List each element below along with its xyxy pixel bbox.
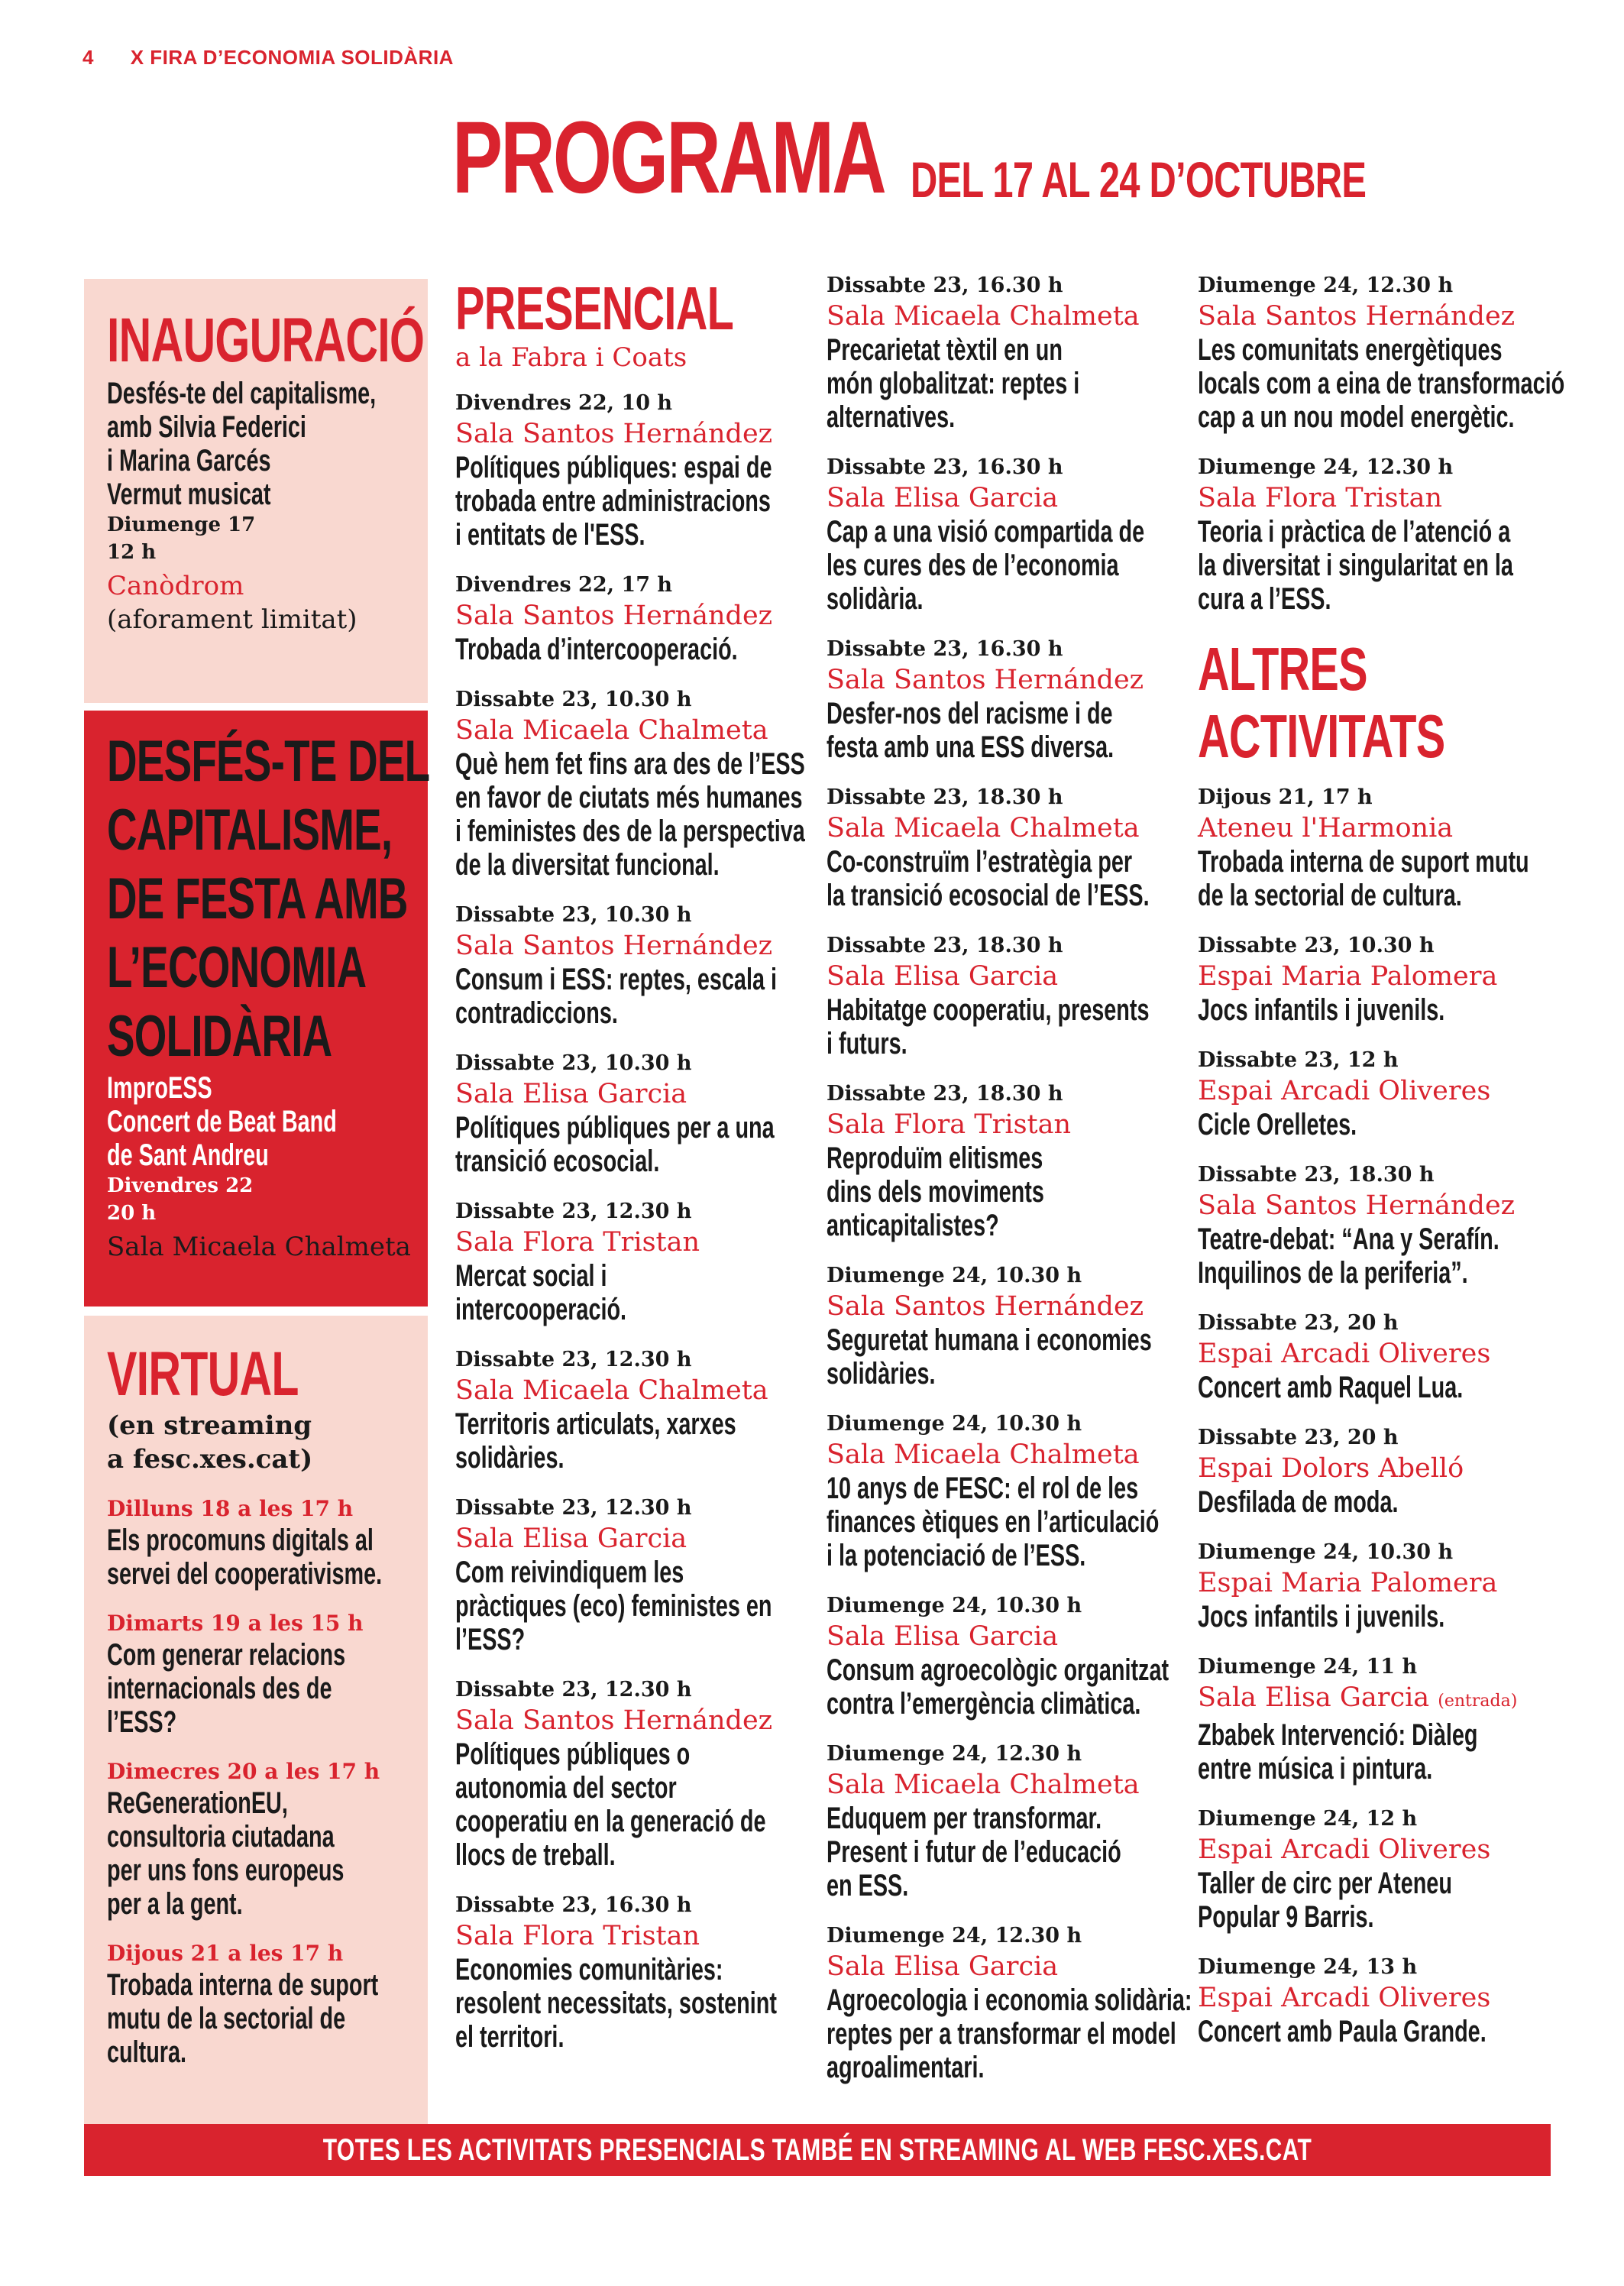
event-item	[1198, 932, 1557, 1027]
title-main: PROGRAMA	[452, 101, 885, 215]
event-item	[455, 1676, 814, 1872]
event-title-line: i feministes des de la perspectiva	[455, 814, 805, 848]
event-place-name: Sala Elisa Garcia	[1198, 1682, 1430, 1713]
event-place	[827, 300, 1186, 333]
event-title-line: solidària.	[827, 582, 924, 616]
event-place	[1198, 960, 1557, 993]
event-title-line: Desfilada de moda.	[1198, 1485, 1399, 1519]
event-title-line: solidàries.	[455, 1441, 565, 1475]
event-date: Dissabte 23, 20 h	[1198, 1426, 1399, 1449]
event-title-line: i entitats de l'ESS.	[455, 518, 645, 552]
desfes-title-line: DE FESTA AMB	[107, 866, 408, 931]
presencial-column-2	[827, 272, 1192, 2104]
event-title-line: cooperatiu en la generació de	[455, 1805, 766, 1838]
desfes-day: Divendres 22	[107, 1174, 254, 1197]
event-title-line: Què hem fet fins ara des de l’ESS	[455, 747, 805, 781]
event-place-name: Sala Elisa Garcia	[455, 1523, 687, 1554]
event-place	[455, 929, 814, 963]
inauguracio-hour: 12 h	[107, 541, 157, 564]
event-title-line: entre música i pintura.	[1198, 1752, 1433, 1786]
event-date: Dissabte 23, 12.30 h	[455, 1200, 692, 1223]
event-title-line: Habitatge cooperatiu, presents	[827, 993, 1150, 1027]
event-place	[1198, 1337, 1557, 1371]
title-dates: DEL 17 AL 24 D’OCTUBRE	[911, 151, 1367, 208]
inauguracio-line: i Marina Garcés	[107, 444, 271, 478]
event-place	[455, 1522, 814, 1556]
event-place-name: Sala Elisa Garcia	[827, 1621, 1059, 1652]
desfes-title-line: CAPITALISME,	[107, 798, 393, 863]
event-place-name: Sala Santos Hernández	[455, 419, 773, 449]
event-place-name: Sala Santos Hernández	[455, 931, 773, 961]
event-item	[827, 1410, 1186, 1572]
event-place	[1198, 1566, 1557, 1600]
event-place-note: (entrada)	[1438, 1692, 1518, 1711]
event-item	[827, 932, 1186, 1060]
event-title-line: Jocs infantils i juvenils.	[1198, 1600, 1445, 1634]
event-place	[1198, 1074, 1557, 1108]
event-place-name: Sala Flora Tristan	[1198, 483, 1443, 513]
event-place-name: Sala Micaela Chalmeta	[455, 715, 768, 746]
presencial-title: PRESENCIAL	[455, 274, 734, 342]
event-place-name: Sala Micaela Chalmeta	[827, 1770, 1140, 1800]
event-place	[1198, 1833, 1557, 1867]
event-date: Diumenge 24, 10.30 h	[827, 1264, 1082, 1287]
event-item	[1198, 1047, 1557, 1141]
event-title-line: Taller de circ per Ateneu	[1198, 1867, 1452, 1900]
virtual-sub: a fesc.xes.cat)	[107, 1444, 313, 1475]
event-title-line: Polítiques públiques o	[455, 1737, 691, 1771]
event-item	[1198, 272, 1565, 434]
event-title-line: contradiccions.	[455, 996, 618, 1030]
virtual-event-date: Dilluns 18 a les 17 h	[107, 1496, 354, 1521]
event-date: Diumenge 24, 10.30 h	[827, 1594, 1082, 1617]
event-place	[1198, 1452, 1557, 1485]
event-date: Dissabte 23, 12 h	[1198, 1048, 1399, 1072]
event-place	[455, 714, 814, 747]
event-title-line: Concert amb Raquel Lua.	[1198, 1371, 1464, 1404]
desfes-hour: 20 h	[107, 1202, 157, 1225]
event-date: Dissabte 23, 10.30 h	[455, 688, 692, 711]
event-title-line: Polítiques públiques per a una	[455, 1111, 775, 1145]
virtual-title: VIRTUAL	[107, 1339, 299, 1409]
virtual-event-line: Els procomuns digitals al	[107, 1523, 374, 1557]
event-date: Dissabte 23, 10.30 h	[1198, 934, 1435, 957]
event-title-line: trobada entre administracions	[455, 484, 771, 518]
event-title-line: en favor de ciutats més humanes	[455, 781, 803, 814]
desfes-line: Concert de Beat Band	[107, 1105, 337, 1138]
event-title-line: de la diversitat funcional.	[455, 848, 720, 882]
event-place	[455, 1226, 814, 1259]
event-place-name: Sala Elisa Garcia	[827, 483, 1059, 513]
event-place	[1198, 481, 1557, 515]
event-date: Dissabte 23, 10.30 h	[455, 903, 692, 927]
desfes-title-line: DESFÉS-TE DEL	[107, 729, 430, 794]
event-title-line: cura a l’ESS.	[1198, 582, 1331, 616]
event-item	[1198, 1954, 1557, 2048]
event-title-line: les cures des de l’economia	[827, 549, 1119, 582]
event-place	[827, 663, 1186, 697]
inauguracio-title: INAUGURACIÓ	[107, 306, 425, 375]
event-title-line: llocs de treball.	[455, 1838, 616, 1872]
inauguracio-line: Desfés-te del capitalisme,	[107, 377, 377, 410]
event-place	[827, 1768, 1186, 1802]
event-date: Dissabte 23, 16.30 h	[827, 637, 1063, 661]
event-item	[1198, 1161, 1557, 1290]
event-date: Dissabte 23, 12.30 h	[455, 1678, 692, 1702]
event-title-line: Trobada d’intercooperació.	[455, 633, 738, 666]
event-place-name: Sala Flora Tristan	[455, 1921, 700, 1951]
event-date: Dijous 21, 17 h	[1198, 785, 1373, 809]
event-place	[1198, 1681, 1557, 1718]
virtual-event-line: servei del cooperativisme.	[107, 1557, 383, 1591]
desfes-title-line: SOLIDÀRIA	[107, 1004, 332, 1069]
event-item	[1198, 1805, 1557, 1934]
event-item	[827, 454, 1186, 616]
event-title-line: contra l’emergència climàtica.	[827, 1687, 1141, 1721]
event-date: Diumenge 24, 11 h	[1198, 1655, 1418, 1679]
presencial-column-3	[1198, 272, 1565, 2068]
virtual-event-date: Dimarts 19 a les 15 h	[107, 1611, 364, 1636]
event-item	[827, 1080, 1186, 1242]
event-place	[1198, 811, 1557, 845]
event-place-name: Espai Arcadi Oliveres	[1198, 1339, 1491, 1369]
event-title-line: Present i futur de l’educació	[827, 1835, 1121, 1869]
event-item	[455, 1050, 814, 1178]
virtual-event-line: per uns fons europeus	[107, 1854, 345, 1887]
event-place-name: Sala Elisa Garcia	[827, 1951, 1059, 1982]
event-title-line: Reproduïm elitismes	[827, 1141, 1043, 1175]
event-place-name: Sala Flora Tristan	[455, 1227, 700, 1258]
event-title-line: Seguretat humana i economies	[827, 1323, 1152, 1357]
event-date: Diumenge 24, 10.30 h	[827, 1412, 1082, 1436]
event-place	[455, 1374, 814, 1407]
event-place-name: Espai Arcadi Oliveres	[1198, 1834, 1491, 1865]
event-title-line: la diversitat i singularitat en la	[1198, 549, 1513, 582]
event-date: Divendres 22, 10 h	[455, 391, 673, 415]
event-title-line: pràctiques (eco) feministes en	[455, 1589, 772, 1623]
event-item	[1198, 1424, 1557, 1519]
event-title-line: festa amb una ESS diversa.	[827, 730, 1114, 764]
event-title-line: transició ecosocial.	[455, 1145, 660, 1178]
desfes-box	[84, 711, 428, 1307]
event-place-name: Espai Maria Palomera	[1198, 1568, 1498, 1598]
event-title-line: Territoris articulats, xarxes	[455, 1407, 736, 1441]
event-title-line: Polítiques públiques: espai de	[455, 451, 772, 484]
event-place	[1198, 300, 1557, 333]
event-title-line: Eduquem per transformar.	[827, 1802, 1102, 1835]
event-item	[827, 1262, 1186, 1391]
virtual-sub: (en streaming	[107, 1410, 312, 1441]
event-date: Dissabte 23, 10.30 h	[455, 1051, 692, 1075]
event-place-name: Sala Flora Tristan	[827, 1109, 1072, 1140]
event-place-name: Sala Elisa Garcia	[455, 1079, 687, 1109]
event-title-line: Consum i ESS: reptes, escala i	[455, 963, 777, 996]
event-item	[1198, 454, 1557, 616]
event-place-name: Sala Santos Hernández	[1198, 301, 1516, 332]
event-title-line: Popular 9 Barris.	[1198, 1900, 1374, 1934]
event-item	[455, 1494, 814, 1656]
event-title-line: alternatives.	[827, 400, 956, 434]
event-place	[455, 1077, 814, 1111]
event-date: Dissabte 23, 16.30 h	[455, 1893, 692, 1917]
event-title-line: i futurs.	[827, 1027, 907, 1060]
virtual-event-line: Trobada interna de suport	[107, 1968, 379, 2002]
event-place	[1198, 1189, 1557, 1222]
event-place-name: Sala Micaela Chalmeta	[827, 813, 1140, 843]
event-item	[1198, 1653, 1557, 1786]
event-title-line: Cap a una visió compartida de	[827, 515, 1145, 549]
event-place	[1198, 1981, 1557, 2015]
event-date: Dissabte 23, 12.30 h	[455, 1496, 692, 1520]
presencial-column-1	[455, 275, 814, 2074]
virtual-event	[107, 1757, 428, 1921]
event-item	[455, 572, 814, 666]
event-title-line: el territori.	[455, 2020, 565, 2054]
event-place-name: Sala Micaela Chalmeta	[827, 1439, 1140, 1470]
page-number: 4	[82, 46, 94, 69]
event-place	[455, 599, 814, 633]
event-title-line: Consum agroecològic organitzat	[827, 1653, 1169, 1687]
presencial-subtitle: a la Fabra i Coats	[455, 342, 687, 373]
event-place	[827, 811, 1186, 845]
event-item	[827, 784, 1186, 912]
page-title	[452, 101, 1367, 215]
event-title-line: Com reivindiquem les	[455, 1556, 684, 1589]
event-date: Dissabte 23, 18.30 h	[827, 1082, 1063, 1106]
page-header	[82, 46, 454, 70]
virtual-event	[107, 1609, 428, 1739]
footer-text: TOTES LES ACTIVITATS PRESENCIALS TAMBÉ EN STREAMING AL WEB FESC.XES.CAT	[322, 2133, 1312, 2167]
event-date: Diumenge 24, 12.30 h	[1198, 455, 1454, 479]
event-title-line: i la potenciació de l’ESS.	[827, 1539, 1086, 1572]
event-title-line: dins dels moviments	[827, 1175, 1044, 1209]
virtual-event-line: consultoria ciutadana	[107, 1820, 335, 1854]
event-title-line: intercooperació.	[455, 1293, 627, 1326]
virtual-event	[107, 1494, 428, 1591]
event-title-line: Teoria i pràctica de l’atenció a	[1198, 515, 1511, 549]
event-place	[827, 1438, 1186, 1472]
event-date: Dissabte 23, 16.30 h	[827, 274, 1063, 297]
altres-title-line: ACTIVITATS	[1198, 702, 1445, 770]
event-item	[827, 636, 1186, 764]
event-place	[455, 1919, 814, 1953]
event-place-name: Sala Elisa Garcia	[827, 961, 1059, 992]
event-title-line: Concert amb Paula Grande.	[1198, 2015, 1487, 2048]
event-place-name: Sala Micaela Chalmeta	[827, 301, 1140, 332]
virtual-event-date: Dijous 21 a les 17 h	[107, 1941, 344, 1966]
event-place	[827, 1108, 1186, 1141]
altres-title-line: ALTRES	[1198, 635, 1367, 703]
desfes-title-line: L’ECONOMIA	[107, 935, 367, 1000]
desfes-line: de Sant Andreu	[107, 1138, 269, 1172]
event-title-line: agroalimentari.	[827, 2051, 985, 2084]
event-item	[1198, 1310, 1557, 1404]
event-title-line: la transició ecosocial de l’ESS.	[827, 879, 1150, 912]
event-item	[455, 1198, 814, 1326]
event-title-line: reptes per a transformar el model	[827, 2017, 1176, 2051]
event-place-name: Sala Santos Hernández	[1198, 1190, 1516, 1221]
event-item	[827, 1740, 1186, 1902]
virtual-event-date: Dimecres 20 a les 17 h	[107, 1759, 380, 1784]
event-item	[827, 272, 1186, 434]
event-item	[827, 1592, 1186, 1721]
virtual-event-line: ReGenerationEU,	[107, 1786, 288, 1820]
desfes-place: Sala Micaela Chalmeta	[107, 1232, 411, 1262]
event-date: Dissabte 23, 18.30 h	[827, 934, 1063, 957]
event-title-line: món globalitzat: reptes i	[827, 367, 1080, 400]
inauguracio-note: (aforament limitat)	[107, 604, 357, 635]
event-title-line: Co-construïm l’estratègia per	[827, 845, 1133, 879]
event-place	[827, 1290, 1186, 1323]
event-item	[455, 390, 814, 552]
event-title-line: Precarietat tèxtil en un	[827, 333, 1063, 367]
event-place-name: Sala Santos Hernández	[455, 601, 773, 631]
event-item	[455, 686, 814, 882]
event-place-name: Espai Dolors Abelló	[1198, 1453, 1464, 1484]
event-date: Diumenge 24, 12.30 h	[1198, 274, 1454, 297]
virtual-event-line: Com generar relacions	[107, 1638, 346, 1672]
event-title-line: en ESS.	[827, 1869, 909, 1902]
event-date: Diumenge 24, 12 h	[1198, 1807, 1418, 1831]
event-date: Diumenge 24, 10.30 h	[1198, 1540, 1454, 1564]
event-place-name: Sala Micaela Chalmeta	[455, 1375, 768, 1406]
event-date: Dissabte 23, 18.30 h	[827, 785, 1063, 809]
event-title-line: Les comunitats energètiques	[1198, 333, 1503, 367]
event-date: Diumenge 24, 12.30 h	[827, 1742, 1082, 1766]
event-place-name: Espai Arcadi Oliveres	[1198, 1076, 1491, 1106]
event-place-name: Sala Santos Hernández	[827, 665, 1144, 695]
event-title-line: autonomia del sector	[455, 1771, 677, 1805]
event-title-line: de la sectorial de cultura.	[1198, 879, 1462, 912]
virtual-event-line: cultura.	[107, 2035, 187, 2069]
event-place-name: Espai Arcadi Oliveres	[1198, 1983, 1491, 2013]
event-title-line: Inquilinos de la periferia”.	[1198, 1256, 1468, 1290]
event-item	[455, 902, 814, 1030]
event-item	[455, 1346, 814, 1475]
virtual-event-line: mutu de la sectorial de	[107, 2002, 346, 2035]
publication-name: X FIRA D’ECONOMIA SOLIDÀRIA	[130, 46, 454, 69]
event-date: Dissabte 23, 16.30 h	[827, 455, 1063, 479]
event-title-line: Mercat social i	[455, 1259, 607, 1293]
event-date: Dissabte 23, 18.30 h	[1198, 1163, 1435, 1187]
event-title-line: Economies comunitàries:	[455, 1953, 723, 1986]
event-title-line: Agroecologia i economia solidària:	[827, 1983, 1192, 2017]
event-place	[455, 417, 814, 451]
event-place	[827, 1620, 1186, 1653]
event-title-line: Jocs infantils i juvenils.	[1198, 993, 1445, 1027]
event-date: Diumenge 24, 12.30 h	[827, 1924, 1082, 1948]
event-place	[827, 481, 1186, 515]
event-title-line: 10 anys de FESC: el rol de les	[827, 1472, 1139, 1505]
inauguracio-line: amb Silvia Federici	[107, 410, 306, 444]
event-place-name: Sala Santos Hernández	[455, 1705, 773, 1736]
event-place	[827, 960, 1186, 993]
event-title-line: locals com a eina de transformació	[1198, 367, 1565, 400]
event-place-name: Ateneu l'Harmonia	[1198, 813, 1454, 843]
event-title-line: resolent necessitats, sostenint	[455, 1986, 777, 2020]
event-title-line: Desfer-nos del racisme i de	[827, 697, 1113, 730]
event-item	[1198, 784, 1557, 912]
inauguracio-place: Canòdrom	[107, 571, 244, 601]
inauguracio-line: Vermut musicat	[107, 478, 271, 511]
event-date: Dissabte 23, 12.30 h	[455, 1348, 692, 1371]
event-title-line: Teatre-debat: “Ana y Serafín.	[1198, 1222, 1499, 1256]
event-title-line: Zbabek Intervenció: Diàleg	[1198, 1718, 1478, 1752]
virtual-event-line: internacionals des de	[107, 1672, 332, 1705]
virtual-event	[107, 1939, 428, 2069]
event-place-name: Sala Santos Hernández	[827, 1291, 1144, 1322]
event-date: Diumenge 24, 13 h	[1198, 1955, 1418, 1979]
event-title-line: cap a un nou model energètic.	[1198, 400, 1515, 434]
desfes-line: ImproESS	[107, 1071, 212, 1105]
virtual-event-line: l’ESS?	[107, 1705, 177, 1739]
event-title-line: l’ESS?	[455, 1623, 526, 1656]
event-item	[827, 1922, 1192, 2084]
event-date: Dissabte 23, 20 h	[1198, 1311, 1399, 1335]
inauguracio-day: Diumenge 17	[107, 513, 256, 536]
virtual-event-line: per a la gent.	[107, 1887, 243, 1921]
event-title-line: anticapitalistes?	[827, 1209, 999, 1242]
footer-banner	[84, 2124, 1551, 2176]
virtual-box	[84, 1316, 428, 2126]
inauguracio-box	[84, 279, 428, 703]
event-place	[827, 1950, 1186, 1983]
event-place-name: Espai Maria Palomera	[1198, 961, 1498, 992]
event-item	[1198, 1539, 1557, 1634]
event-place	[455, 1704, 814, 1737]
event-title-line: Trobada interna de suport mutu	[1198, 845, 1529, 879]
event-date: Divendres 22, 17 h	[455, 573, 673, 597]
event-item	[455, 1892, 814, 2054]
event-title-line: finances ètiques en l’articulació	[827, 1505, 1160, 1539]
event-title-line: Cicle Orelletes.	[1198, 1108, 1357, 1141]
event-title-line: solidàries.	[827, 1357, 936, 1391]
